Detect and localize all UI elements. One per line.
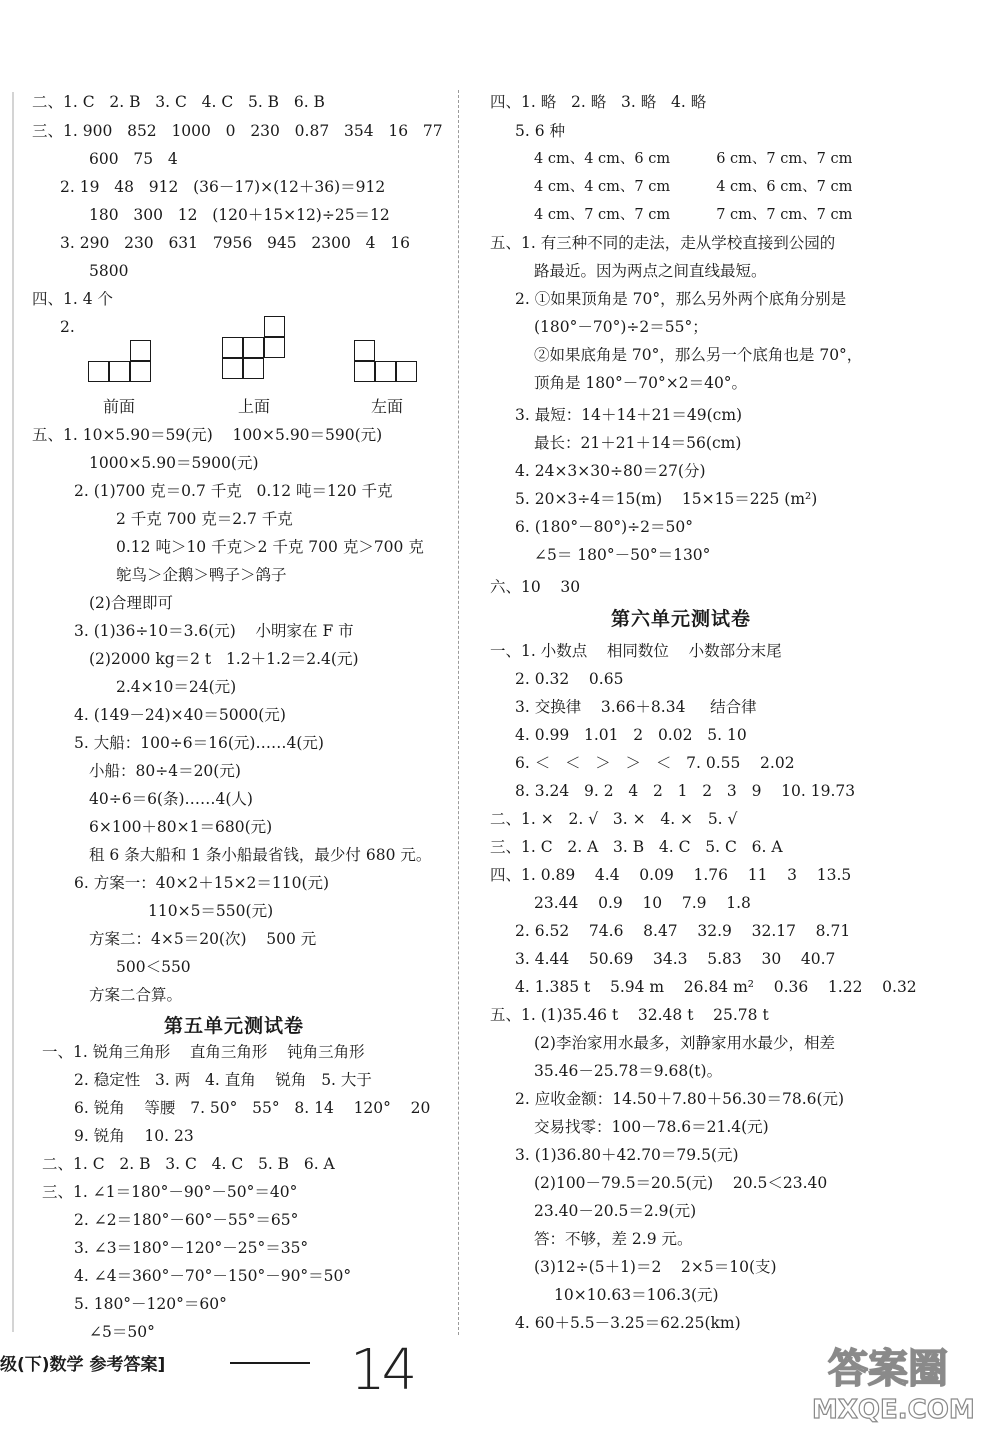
answer-line: 方案二：4×5＝20(次) 500 元 [89,930,317,948]
answer-line: 2.4×10＝24(元) [116,678,237,696]
watermark-bottom-text: MXQE.COM [812,1395,975,1425]
answer-line: (180°－70°)÷2＝55°； [534,318,708,336]
answer-line: 二、1. C 2. B 3. C 4. C 5. B 6. A [42,1155,335,1173]
view-label-front: 前面 [103,397,136,416]
watermark-logo [808,1338,998,1426]
answer-line: 23.40－20.5＝2.9(元) [534,1202,697,1220]
answer-line: 3. (1)36÷10＝3.6(元) 小明家在 F 市 [74,622,354,640]
left-view-figure [354,340,424,388]
page-edge-mark [12,92,14,1332]
answer-line: 5. 大船：100÷6＝16(元)……4(元) [74,734,324,752]
answer-line: 五、1. 有三种不同的走法，走从学校直接到公园的 [490,234,836,252]
answer-line: 五、1. (1)35.46 t 32.48 t 25.78 t [490,1006,769,1024]
answer-line: 6. ＜ ＜ ＞ ＞ ＜ 7. 0.55 2.02 [515,754,795,772]
answer-line: 小船：80÷4＝20(元) [89,762,241,780]
answer-line: 2 千克 700 克＝2.7 千克 [116,510,293,528]
answer-line: 3. 最短：14＋14＋21＝49(cm) [515,406,743,424]
front-view-figure [88,340,158,388]
answer-line: 鸵鸟＞企鹅＞鸭子＞鸽子 [116,566,287,584]
answer-line: 500＜550 [116,958,191,976]
answer-line: 三、1. ∠1＝180°－90°－50°＝40° [42,1183,298,1201]
answer-line: 3. ∠3＝180°－120°－25°＝35° [74,1239,309,1257]
footer-rule [230,1362,310,1364]
answer-line: 9. 锐角 10. 23 [74,1127,194,1145]
answer-line: 四、1. 略 2. 略 3. 略 4. 略 [490,93,707,111]
answer-line: 35.46－25.78＝9.68(t)。 [534,1062,723,1080]
view-label-top: 上面 [238,397,271,416]
answer-line: 2. 应收金额：14.50＋7.80＋56.30＝78.6(元) [515,1090,845,1108]
answer-line: 2. 0.32 0.65 [515,670,624,688]
answer-line: 三、1. C 2. A 3. B 4. C 5. C 6. A [490,838,783,856]
answer-line: 6. (180°－80°)÷2＝50° [515,518,693,536]
answer-line: 10×10.63＝106.3(元) [554,1286,719,1304]
answer-line: 四、1. 4 个 [32,290,114,308]
answer-line: 2. ∠2＝180°－60°－55°＝65° [74,1211,299,1229]
answer-line: ∠5＝50° [89,1323,155,1341]
answer-line: 4 cm、7 cm、7 cm 7 cm、7 cm、7 cm [534,207,853,223]
answer-line: (3)12÷(5＋1)＝2 2×5＝10(支) [534,1258,777,1276]
answer-line: 二、1. × 2. √ 3. × 4. × 5. √ [490,810,738,828]
answer-line: 六、10 30 [490,578,581,596]
answer-line: 5. 6 种 [515,122,566,140]
answer-line: 3. 4.44 50.69 34.3 5.83 30 40.7 [515,950,836,968]
answer-line: 1000×5.90＝5900(元) [89,454,259,472]
answer-line: (2)李治家用水最多，刘静家用水最少，相差 [534,1034,835,1052]
answer-line: 23.44 0.9 10 7.9 1.8 [534,894,751,912]
answer-line: (2)2000 kg＝2 t 1.2＋1.2＝2.4(元) [89,650,359,668]
top-view-figure [222,316,292,388]
answer-line: 二、1. C 2. B 3. C 4. C 5. B 6. B [32,93,325,111]
answer-line: 4. (149－24)×40＝5000(元) [74,706,286,724]
answer-line: 4. 60＋5.5－3.25＝62.25(km) [515,1314,741,1332]
unit5-title: 第五单元测试卷 [164,1015,305,1037]
answer-line: 5. 180°－120°＝60° [74,1295,227,1313]
answer-line: 5800 [89,262,129,280]
answer-line: 3. 290 230 631 7956 945 2300 4 16 [60,234,410,252]
answer-line: 4. 1.385 t 5.94 m 26.84 m² 0.36 1.22 0.32 [515,978,917,996]
footer-label: 级(下)数学 参考答案] [0,1355,166,1375]
answer-line: 2. 19 48 912 (36－17)×(12＋36)＝912 [60,178,386,196]
unit6-title: 第六单元测试卷 [611,608,752,630]
answer-line: (2)100－79.5＝20.5(元) 20.5＜23.40 [534,1174,828,1192]
answer-line: 租 6 条大船和 1 条小船最省钱，最少付 680 元。 [89,846,432,864]
answer-line: 2. 稳定性 3. 两 4. 直角 锐角 5. 大于 [74,1071,372,1089]
answer-line: ∠5＝ 180°－50°＝130° [534,546,711,564]
answer-line: 110×5＝550(元) [148,902,274,920]
answer-line: 6. 方案一：40×2＋15×2＝110(元) [74,874,330,892]
answer-line: 顶角是 180°－70°×2＝40°。 [534,374,748,392]
answer-line: 交易找零：100－78.6＝21.4(元) [534,1118,769,1136]
answer-line: (2)合理即可 [89,594,173,612]
answer-line: 5. 20×3÷4＝15(m) 15×15＝225 (m²) [515,490,818,508]
answer-line: 四、1. 0.89 4.4 0.09 1.76 11 3 13.5 [490,866,852,884]
answer-line: 600 75 4 [89,150,178,168]
answer-line: ②如果底角是 70°，那么另一个底角也是 70°， [534,346,863,364]
answer-line: 4. 0.99 1.01 2 0.02 5. 10 [515,726,747,744]
answer-line: 40÷6＝6(条)……4(人) [89,790,253,808]
answer-line: 4 cm、4 cm、6 cm 6 cm、7 cm、7 cm [534,151,853,167]
answer-line: 三、1. 900 852 1000 0 230 0.87 354 16 77 [32,122,443,140]
answer-line: 6. 锐角 等腰 7. 50° 55° 8. 14 120° 20 [74,1099,431,1117]
answer-line: 一、1. 锐角三角形 直角三角形 钝角三角形 [42,1043,365,1061]
answer-line: 2. 6.52 74.6 8.47 32.9 32.17 8.71 [515,922,851,940]
column-divider [458,90,459,1335]
answer-line: 4 cm、4 cm、7 cm 4 cm、6 cm、7 cm [534,179,853,195]
answer-line: 最长：21＋21＋14＝56(cm) [534,434,742,452]
answer-line: 4. ∠4＝360°－70°－150°－90°＝50° [74,1267,352,1285]
answer-line: 6×100＋80×1＝680(元) [89,818,273,836]
page-number: 14 [350,1338,414,1403]
answer-line: 8. 3.24 9. 2 4 2 1 2 3 9 10. 19.73 [515,782,856,800]
answer-line: 答：不够，差 2.9 元。 [534,1230,693,1248]
answer-line: 2. ①如果顶角是 70°，那么另外两个底角分别是 [515,290,847,308]
answer-line: 0.12 吨＞10 千克＞2 千克 700 克＞700 克 [116,538,424,556]
answer-line: 方案二合算。 [89,986,183,1004]
answer-line: 2. (1)700 克＝0.7 千克 0.12 吨＝120 千克 [74,482,393,500]
watermark-top-text: 答案圈 [828,1346,948,1392]
answer-line: 3. (1)36.80＋42.70＝79.5(元) [515,1146,739,1164]
answer-line: 180 300 12 (120＋15×12)÷25＝12 [89,206,390,224]
answer-line: 一、1. 小数点 相同数位 小数部分末尾 [490,642,782,660]
answer-line: 2. [60,318,75,336]
answer-line: 五、1. 10×5.90＝59(元) 100×5.90＝590(元) [32,426,383,444]
view-label-left: 左面 [371,397,404,416]
answer-line: 路最近。因为两点之间直线最短。 [534,262,767,280]
answer-line: 4. 24×3×30÷80＝27(分) [515,462,706,480]
answer-line: 3. 交换律 3.66＋8.34 结合律 [515,698,757,716]
